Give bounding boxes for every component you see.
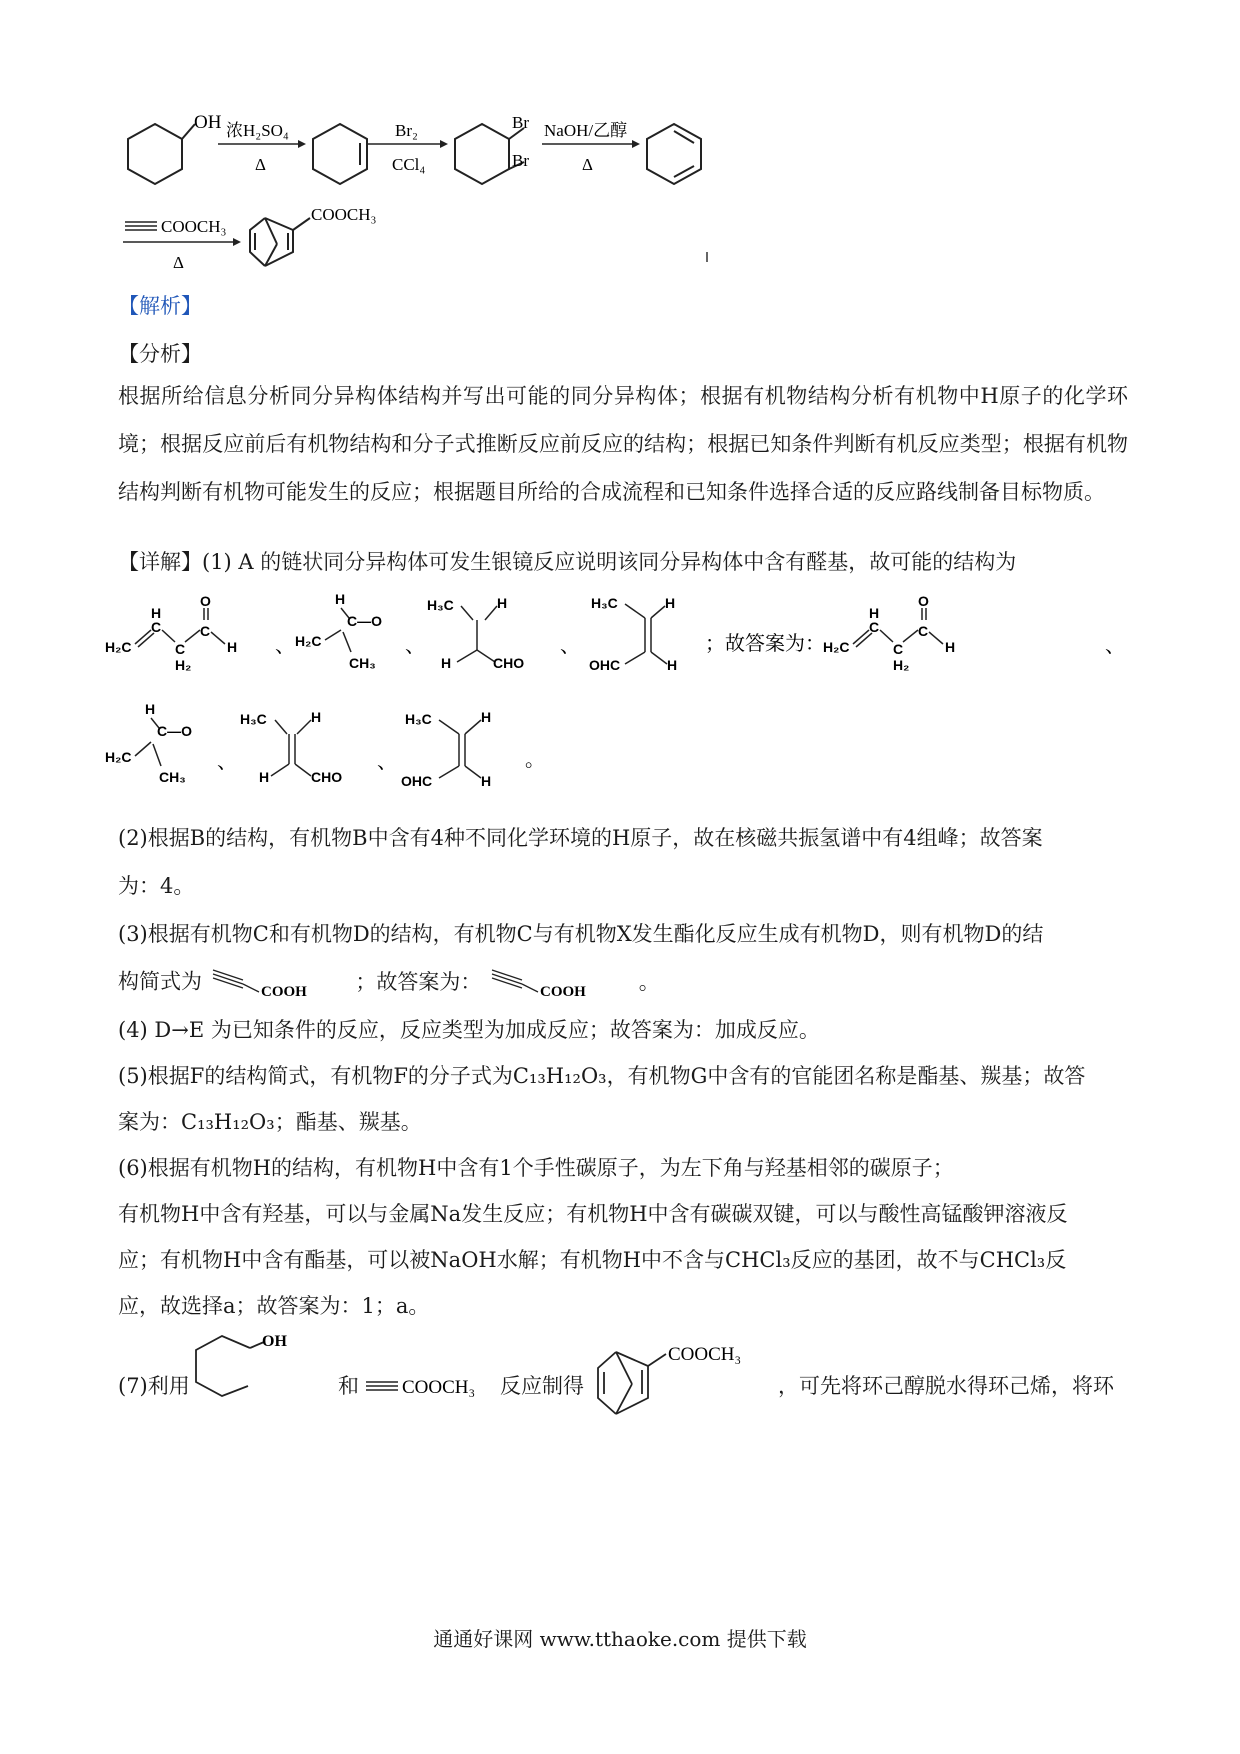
sep-1: 、 bbox=[275, 635, 295, 657]
answer-isomer-4 bbox=[401, 709, 491, 789]
br-label-2: Br bbox=[512, 151, 529, 170]
detail-1-line bbox=[118, 548, 1016, 576]
svg-text:OH: OH bbox=[262, 1333, 287, 1350]
p6-line2: 有机物H中含有羟基，可以与金属Na发生反应；有机物H中含有碳碳双键，可以与酸性高锰酸钾溶液反 bbox=[118, 1202, 1068, 1226]
svg-text:H₂C: H₂C bbox=[105, 749, 132, 765]
propiolate-structure bbox=[362, 1370, 502, 1404]
p5-line2: 案为：C₁₃H₁₂O₃；酯基、羰基。 bbox=[118, 1110, 422, 1134]
svg-text:H: H bbox=[227, 639, 238, 655]
jiexi-label: 【解析】 bbox=[118, 294, 202, 318]
oh-label: OH bbox=[194, 112, 222, 133]
sep-3: 、 bbox=[560, 635, 580, 657]
svg-text:H: H bbox=[945, 639, 956, 655]
reagent-propiolate: COOCH₃ bbox=[161, 217, 227, 236]
svg-text:O: O bbox=[200, 593, 211, 609]
sep-5: 、 bbox=[217, 751, 237, 773]
br-label-1: Br bbox=[512, 113, 529, 132]
p6-line4: 应，故选择a；故答案为：1；a。 bbox=[118, 1294, 430, 1318]
p5-line1: (5)根据F的结构简式，有机物F的分子式为C₁₃H₁₂O₃，有机物G中含有的官能团名称是酯基、羰基；故答 bbox=[118, 1064, 1086, 1088]
svg-text:OHC: OHC bbox=[401, 773, 433, 789]
cyclohexene-ring bbox=[313, 124, 367, 184]
bicyclo-target-structure bbox=[588, 1330, 798, 1430]
svg-text:H: H bbox=[335, 591, 346, 607]
p2-line2: 为：4。 bbox=[118, 874, 195, 898]
svg-text:H₂: H₂ bbox=[893, 657, 910, 673]
synthesis-scheme-row1 bbox=[110, 110, 810, 210]
svg-text:COOH: COOH bbox=[540, 984, 586, 1000]
svg-text:H: H bbox=[441, 655, 452, 671]
fenxi-label: 【分析】 bbox=[118, 342, 202, 366]
isomer-4 bbox=[589, 595, 677, 673]
svg-text:C: C bbox=[893, 641, 904, 657]
isomer-structures-row2 bbox=[105, 700, 665, 800]
svg-text:H: H bbox=[145, 701, 156, 717]
cyclohexanol-ring bbox=[128, 124, 182, 184]
p3-line2 bbox=[118, 966, 660, 1000]
svg-text:OHC: OHC bbox=[589, 657, 621, 673]
p7-label-1: (7)利用 bbox=[118, 1374, 190, 1398]
synthesis-scheme-row2 bbox=[115, 200, 735, 280]
detail-1-text: (1) A 的链状同分异构体可发生银镜反应说明该同分异构体中含有醛基，故可能的结构为 bbox=[202, 550, 1017, 574]
dibromocyclohexane-ring bbox=[455, 124, 509, 184]
svg-text:CHO: CHO bbox=[311, 769, 343, 785]
p7-label-2: 和 bbox=[338, 1374, 359, 1398]
svg-text:H₂C: H₂C bbox=[295, 633, 322, 649]
p2-line1: (2)根据B的结构，有机物B中含有4种不同化学环境的H原子，故在核磁共振氢谱中有4组峰；故答案 bbox=[118, 826, 1043, 850]
p7-label-4: 反应制得 bbox=[500, 1374, 584, 1398]
sep-6: 、 bbox=[377, 751, 397, 773]
p4-line: (4) D→E 为已知条件的反应，反应类型为加成反应；故答案为：加成反应。 bbox=[118, 1018, 820, 1042]
product-cooch3: COOCH₃ bbox=[311, 205, 377, 224]
reagent-h2so4: 浓H₂SO₄ bbox=[226, 121, 289, 140]
isomer-2 bbox=[295, 591, 382, 671]
svg-text:CH₃: CH₃ bbox=[349, 655, 376, 671]
alkynoic-acid-structure-2 bbox=[488, 966, 608, 1000]
xiangjie-label: 【详解】 bbox=[118, 550, 202, 574]
analysis-paragraph bbox=[118, 372, 1128, 516]
p3-label-1: 构简式为 bbox=[118, 969, 202, 994]
p3-end: 。 bbox=[638, 969, 660, 994]
svg-text:H₃C: H₃C bbox=[405, 711, 432, 727]
alkynoic-acid-structure-1 bbox=[209, 966, 329, 1000]
p6-line1: (6)根据有机物H的结构，有机物H中含有1个手性碳原子，为左下角与羟基相邻的碳原子； bbox=[118, 1156, 954, 1180]
svg-text:H₃C: H₃C bbox=[591, 595, 618, 611]
svg-text:CHO: CHO bbox=[493, 655, 525, 671]
sep-4: 、 bbox=[1105, 635, 1125, 657]
end-mark-1: 。 bbox=[525, 749, 545, 771]
cond-ccl4: CCl₄ bbox=[392, 155, 426, 174]
answer-prefix-1: ；故答案为： bbox=[705, 631, 825, 655]
svg-text:H: H bbox=[481, 773, 492, 789]
page-footer: 通通好课网 www.tthaoke.com 提供下载 bbox=[433, 1627, 807, 1651]
svg-text:H: H bbox=[311, 709, 322, 725]
p3-line1: (3)根据有机物C和有机物D的结构，有机物C与有机物X发生酯化反应生成有机物D，则有机物D的结 bbox=[118, 922, 1044, 946]
svg-text:COOCH₃: COOCH₃ bbox=[668, 1344, 742, 1365]
svg-text:C: C bbox=[918, 623, 929, 639]
reagent-br2: Br₂ bbox=[395, 121, 418, 140]
answer-isomer-3 bbox=[240, 709, 342, 785]
isomer-1 bbox=[105, 593, 237, 673]
svg-text:H₂C: H₂C bbox=[823, 639, 850, 655]
svg-text:C: C bbox=[200, 623, 211, 639]
cond-delta-3: Δ bbox=[582, 155, 593, 174]
reagent-naoh: NaOH/乙醇 bbox=[544, 121, 628, 140]
isomer-structures-row1 bbox=[105, 590, 1135, 690]
svg-text:H₂: H₂ bbox=[175, 657, 192, 673]
p6-line3: 应；有机物H中含有酯基，可以被NaOH水解；有机物H中不含与CHCl₃反应的基团，故不与CHCl₃反 bbox=[118, 1248, 1067, 1272]
cyclohexadiene-ring bbox=[647, 124, 701, 184]
svg-text:H₂C: H₂C bbox=[105, 639, 132, 655]
svg-text:O: O bbox=[918, 593, 929, 609]
cyclohexanol-structure bbox=[188, 1330, 298, 1410]
bicyclo-product-structure bbox=[250, 218, 310, 266]
cond-delta-4: Δ bbox=[173, 253, 184, 272]
svg-text:C—O: C—O bbox=[347, 613, 382, 629]
svg-text:C: C bbox=[151, 619, 162, 635]
svg-text:H₃C: H₃C bbox=[427, 597, 454, 613]
answer-isomer-1 bbox=[823, 593, 955, 673]
svg-text:C: C bbox=[869, 619, 880, 635]
svg-text:COOCH₃: COOCH₃ bbox=[402, 1377, 476, 1398]
svg-text:H: H bbox=[869, 605, 880, 621]
isomer-3 bbox=[427, 595, 524, 671]
p3-label-2: ；故答案为： bbox=[355, 969, 482, 994]
p7-label-6: ，可先将环己醇脱水得环己烯，将环 bbox=[778, 1374, 1114, 1398]
svg-text:H: H bbox=[481, 709, 492, 725]
svg-text:H: H bbox=[497, 595, 508, 611]
svg-text:CH₃: CH₃ bbox=[159, 769, 186, 785]
svg-text:C: C bbox=[175, 641, 186, 657]
svg-text:COOH: COOH bbox=[260, 984, 307, 1000]
svg-text:H₃C: H₃C bbox=[240, 711, 267, 727]
answer-isomer-2 bbox=[105, 701, 192, 785]
cond-delta-1: Δ bbox=[255, 155, 266, 174]
svg-text:H: H bbox=[259, 769, 270, 785]
svg-text:H: H bbox=[665, 595, 676, 611]
svg-text:C—O: C—O bbox=[157, 723, 192, 739]
svg-text:H: H bbox=[151, 605, 162, 621]
analysis-text: 根据所给信息分析同分异构体结构并写出可能的同分异构体；根据有机物结构分析有机物中H原子的化学环境；根据反应前后有机物结构和分子式推断反应前反应的结构；根据已知条件判断有机反应类型；根据有机物结构判断有机物可能发生的反应；根据题目所给的合成流程和已知条件选择合适的反应路线制备目标物质。 bbox=[118, 384, 1128, 504]
sep-2: 、 bbox=[405, 635, 425, 657]
svg-text:H: H bbox=[667, 657, 678, 673]
